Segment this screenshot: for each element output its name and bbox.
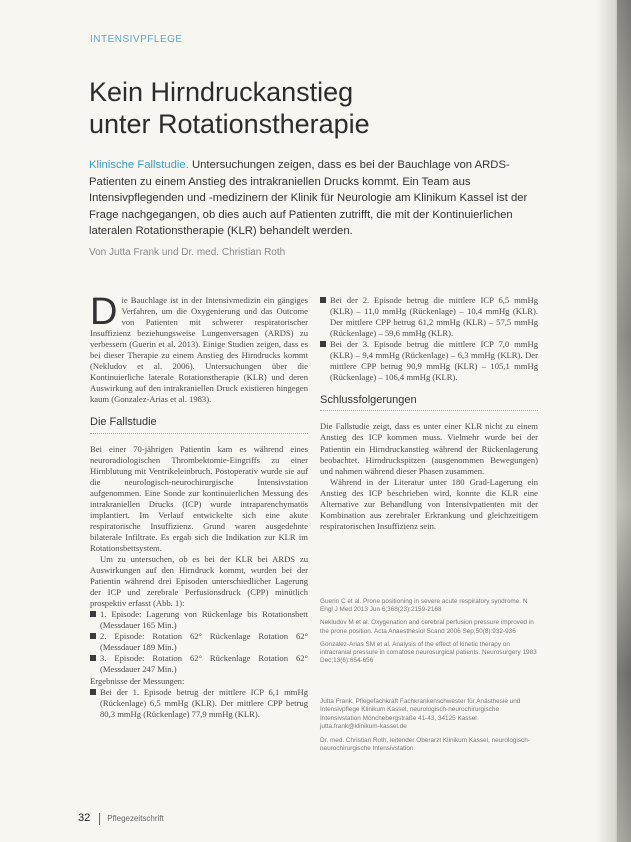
- episode-bullet-1: [90, 609, 308, 631]
- references: [320, 598, 538, 670]
- episode-bullet-2: [90, 631, 308, 653]
- conclusion-paragraph-1: Die Fallstudie zeigt, dass es unter einer KLR nicht zu einem Anstieg des ICP kommen muss. Vielmehr wurde bei der Patientin ein Hirndruckanstieg während der Rückenlagerung beobachtet. Hirndruckspitzen (ausgenommen Bewegungen) und nahmen während dieser Phasen zusammen.: [320, 421, 538, 476]
- article-authors: Von Jutta Frank und Dr. med. Christian Roth: [89, 247, 286, 258]
- article-lead: [89, 157, 529, 240]
- title-line-2: unter Rotationstherapie: [89, 109, 370, 139]
- contact-item: Jutta Frank, Pflegefachkraft Fachkrankenschwester für Anästhesie und Intensivpflege Klinikum Kassel, neurologisch-neurochirurgische Intensivstation Mönchebergstraße 41-43, 34125 Kassel jutta.frank@klinikum-kassel.de: [320, 698, 521, 730]
- intro-text: ie Bauchlage ist in der Intensivmedizin ein gängiges Verfahren, um die Oxygenierung und das Outcome von Patienten mit schwerer respiratorischer Insuffizienz beziehungsweise Lungenversagen (ARDS) zu verbessern (Guerin et al. 2013). Einige Studien zeigen, dass es bei dieser Therapie zu einem Anstieg des Hirndrucks kommt (Nekludov et al. 2006). Untersuchungen über die Kontinuierliche laterale Rotationstherapie (KLR) und deren Auswirkung auf den intrakraniellen Druck existieren hingegen kaum (Gonzalez-Arias et al. 1983).: [90, 295, 308, 405]
- reference-item: Guerin C et al. Prone positioning in severe acute respiratory syndrome. N Engl J Med 2013 Jun 6;368(23):2159-2168: [320, 598, 528, 614]
- bullet-square-icon: [90, 689, 96, 695]
- left-column: [90, 291, 308, 720]
- result-bullet-3: [320, 339, 538, 383]
- lead-text: Untersuchungen zeigen, dass es bei der Bauchlage von ARDS-Patienten zu einem Anstieg des intrakraniellen Drucks kommt. Ein Team aus Intensivpflegenden und -medizinern der Klinik für Neurologie am Klinikum Kassel ist der Frage nachgegangen, ob dies auch auf Patienten zutrifft, die mit der Kontinuierlichen lateralen Rotationstherapie (KLR) behandelt werden.: [89, 159, 528, 237]
- contact-item: Dr. med. Christian Roth, leitender Oberarzt Klinikum Kassel, neurologisch-neurochirurgische Intensivstation: [320, 737, 530, 753]
- page-footer: [78, 812, 164, 825]
- result-text-3: Bei der 3. Episode betrug die mittlere ICP 7,0 mmHg (KLR) – 9,4 mmHg (Rückenlage) – 6,3 mmHg (KLR). Der mittlere CPP betrug 90,9 mmHg (KLR) – 105,1 mmHg (Rückenlage) – 106,4 mmHg (KLR).: [330, 339, 538, 383]
- reference-item: Nekludov M et al. Oxygenation and cerebral perfusion pressure improved in the prone position. Acta Anaesthesiol Scand 2006 Sep;50(8):932-936: [320, 619, 534, 635]
- results-label: Ergebnisse der Messungen:: [90, 675, 185, 686]
- section-label: INTENSIVPFLEGE: [90, 34, 183, 45]
- bullet-square-icon: [90, 611, 96, 617]
- magazine-name: Pflegezeitschrift: [107, 814, 164, 823]
- case-paragraph-1: Bei einer 70-jährigen Patientin kam es während eines neuroradiologischen Thrombektomie-Eingriffs zu einer Hirnblutung mit Ventrikeleinbruch. Postoperativ wurde sie auf die neurologisch-neurochirurgische Intensivstation aufgenommen. Eine Sonde zur kontinuierlichen Messung des intrakraniellen Drucks (ICP) wurde intraparenchymatös implantiert. Im Verlauf entwickelte sich eine akute respiratorische Insuffizienz. Grund waren ausgedehnte bilaterale Infiltrate. Es ergab sich die Indikation zur KLR im Rotationsbettsystem.: [90, 443, 308, 553]
- episode-text-2: 2. Episode: Rotation 62° Rückenlage Rotation 62° (Messdauer 189 Min.): [100, 631, 308, 653]
- episode-text-1: 1. Episode: Lagerung von Rückenlage bis Rotationsbett (Messdauer 165 Min.): [100, 609, 308, 631]
- heading-fallstudie: Die Fallstudie: [90, 417, 308, 433]
- author-contacts: [320, 698, 538, 760]
- dropcap: D: [90, 291, 118, 333]
- bullet-square-icon: [320, 341, 326, 347]
- heading-schlussfolgerungen: Schlussfolgerungen: [320, 395, 538, 411]
- intro-paragraph: [90, 291, 308, 405]
- result-text-2: Bei der 2. Episode betrug die mittlere ICP 6,5 mmHg (KLR) – 11,0 mmHg (Rückenlage) – 10,4 mmHg (KLR). Der mittlere CPP betrug 61,2 mmHg (KLR) – 57,5 mmHg (Rückenlage) – 59,6 mmHg (KLR).: [330, 295, 538, 339]
- conclusion-paragraph-2: Während in der Literatur unter 180 Grad-Lagerung ein Anstieg des ICP beschrieben wird, konnte die KLR eine Alternative zur Behandlung von Intensivpatienten mit der Kombination aus zerebraler Erkrankung und gleichzeitigem respiratorischen Insuffizienz sein.: [320, 476, 538, 531]
- footer-divider: [99, 813, 100, 825]
- page-number: 32: [78, 812, 91, 824]
- episode-text-3: 3. Episode: Rotation 62° Rückenlage Rotation 62° (Messdauer 247 Min.): [100, 653, 308, 675]
- episode-bullet-3: [90, 653, 308, 675]
- case-paragraph-2: Um zu untersuchen, ob es bei der KLR bei ARDS zu Auswirkungen auf den Hirndruck kommt, wurden bei der Patientin während drei Episoden unterschiedlicher Lagerung der ICP und zerebrale Perfusionsdruck (CPP) minütlich prospektiv erfasst (Abb. 1):: [90, 553, 308, 609]
- bullet-square-icon: [320, 297, 326, 303]
- article-title: [89, 76, 529, 140]
- title-line-1: Kein Hirndruckanstieg: [89, 77, 354, 107]
- result-text-1: Bei der 1. Episode betrug der mittlere ICP 6,1 mmHg (Rückenlage) 6,5 mmHg (KLR). Der mittlere CPP betrug 80,3 mmHg (Rückenlage) 77,9 mmHg (KLR).: [100, 686, 308, 719]
- reference-item: Gonzalez-Arias SM et al. Analysis of the effect of kinetic therapy on intracranial pressure in comatose neurosurgical patients. Neurosurgery 1983 Dec;13(6):654-656: [320, 640, 537, 665]
- result-bullet-1: [90, 687, 308, 720]
- right-column: [320, 295, 538, 532]
- result-bullet-2: [320, 295, 538, 339]
- bullet-square-icon: [90, 633, 96, 639]
- lead-kicker: Klinische Fallstudie.: [89, 159, 189, 171]
- bullet-square-icon: [90, 655, 96, 661]
- page-edge-binding: [617, 0, 631, 842]
